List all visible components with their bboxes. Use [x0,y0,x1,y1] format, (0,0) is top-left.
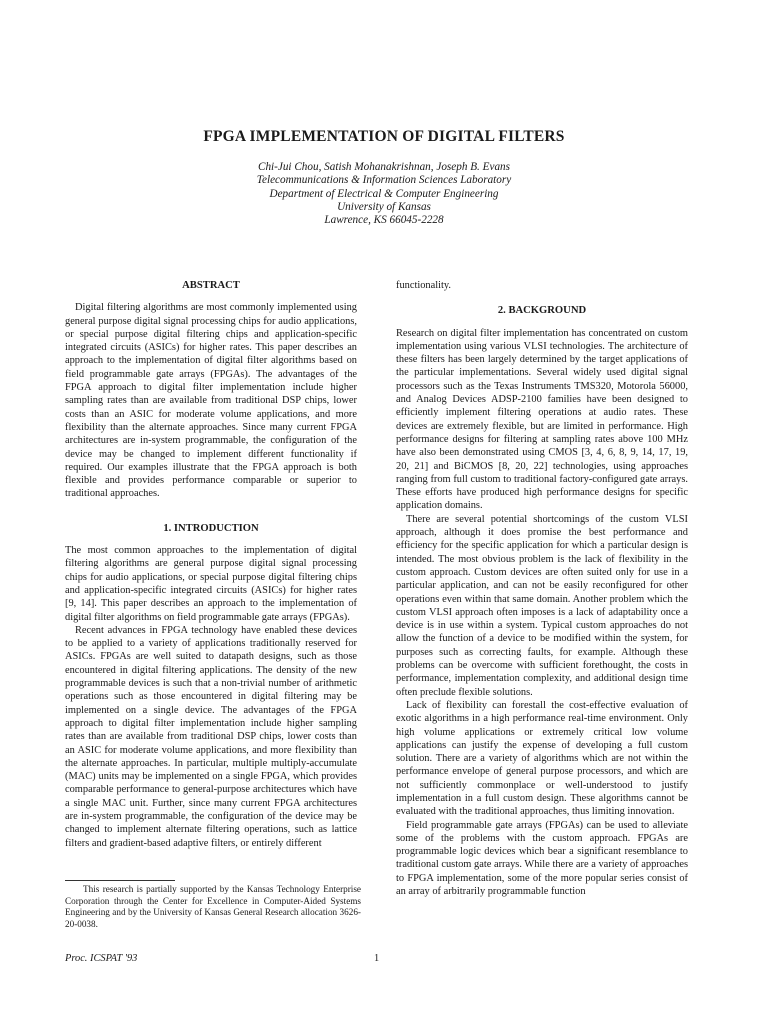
introduction-heading: 1. INTRODUCTION [163,522,259,534]
background-paragraph-4: Field programmable gate arrays (FPGAs) can be used to alleviate some of the problems with the custom approach. FPGAs are programmable logic devices which bear a significant resemblance to traditional custom gate arrays. While there are a variety of approaches to FPGA implementation, some of the more popular series consist of an array of arbitrarily programmable function [396,819,688,898]
affiliation-lab: Telecommunications & Information Sciences Laboratory [256,174,512,187]
footnote-text: This research is partially supported by the Kansas Technology Enterprise Corporation through the Center for Excellence in Computer-Aided Systems Engineering and by the University of Kansas General Research allocation 3626-20-0038. [65,884,361,929]
introduction-paragraph-1: The most common approaches to the implementation of digital filtering algorithms are general purpose digital signal processing chips for audio applications, or special purpose digital filtering chips and application-specific integrated circuits (ASICs) for higher rates [9, 14]. This paper describes an approach to the implementation of digital filter algorithms on field programmable gate arrays (FPGAs). [65,545,357,623]
footnote-rule [65,880,175,881]
page-number: 1 [374,953,380,964]
affiliation-address: Lawrence, KS 66045-2228 [324,214,444,227]
author-names: Chi-Jui Chou, Satish Mohanakrishnan, Joseph B. Evans [257,161,510,173]
venue-footer: Proc. ICSPAT '93 [65,953,138,964]
background-paragraph-3: Lack of flexibility can forestall the cost-effective evaluation of exotic algorithms in a high performance real-time environment. Only high volume applications or extremely critical low volume applications can justify the expense of developing a full custom solution. There are a variety of algorithms which are not within the performance envelope of general purpose processors, and which are not sufficiently commonplace or well-understood to justify implementation in a full custom design. These algorithms cannot be evaluated with the traditional approaches, thus limiting innovation. [396,699,688,818]
introduction-continuation: functionality. [396,280,452,291]
paper-title: FPGA IMPLEMENTATION OF DIGITAL FILTERS [203,128,565,145]
affiliation-university: University of Kansas [337,200,431,213]
right-column [396,279,688,898]
background-heading: 2. BACKGROUND [497,305,587,317]
footnote [65,884,361,930]
abstract-text: Digital filtering algorithms are most commonly implemented using general purpose digital signal processing chips for audio applications, or special purpose digital filtering chips and application-specific integrated circuits (ASICs) for higher rates. This paper describes an approach to the implementation of digital filter algorithms based on field programmable gate arrays (FPGAs). The advantages of the FPGA approach to digital filter implementation include higher sampling rates than are available from traditional DSP chips, lower costs than an ASIC for moderate volume applications, and more flexibility than the alternate approaches. Since many current FPGA architectures are in-system programmable, the configuration of the device may be changed to implement different functionality if required. Our examples illustrate that the FPGA approach is both flexible and provides performance comparable or superior to traditional approaches. [65,302,357,500]
affiliation-department: Department of Electrical & Computer Engineering [269,187,499,200]
author-block [0,161,768,227]
background-paragraph-2: There are several potential shortcomings of the custom VLSI approach, although it does promise the best performance and efficiency for the specific application for which a particular design is intended. The most obvious problem is the lack of flexibility in the custom approach. Custom devices are often suited only for use in a particular application, and can not be easily reconfigured for other operations even within that same domain. Another problem which the custom VLSI approach often imposes is a lack of adaptability once a device is in use within a system. Typical custom approaches do not allow the function of a device to be modified within the system, for purposes such as correcting faults, for example. Although these problems can be overcome with sufficient forethought, the costs in performance, implementation complexity, and additional design time often preclude flexible solutions. [396,513,688,698]
background-paragraph-1: Research on digital filter implementation has concentrated on custom implementation using various VLSI technologies. The architecture of these filters has been largely determined by the target applications of the particular implementations. Several widely used digital signal processors such as the Texas Instruments TMS320, Motorola 56000, and Analog Devices ADSP-2100 families have been designed to efficiently implement filtering operations at audio rates. These devices are extremely flexible, but are limited in performance. High performance designs for filtering at sampling rates above 100 MHz have also been demonstrated using CMOS [3, 4, 6, 8, 9, 14, 17, 19, 20, 21] and BiCMOS [8, 20, 22] technologies, using approaches ranging from full custom to traditional factory-configured gate arrays. These efforts have produced high performance designs for specific application domains. [396,327,688,512]
left-column [65,279,357,850]
abstract-heading: ABSTRACT [182,280,240,291]
introduction-paragraph-2: Recent advances in FPGA technology have enabled these devices to be applied to a variety of applications traditionally reserved for ASICs. FPGAs are well suited to datapath designs, such as those encountered in digital filtering applications. The density of the new programmable devices is such that a non-trivial number of arithmetic operations such as those encountered in digital filtering may be implemented on a single device. The advantages of the FPGA approach to digital filter implementation include higher sampling rates than are available from traditional DSP chips, lower costs than an ASIC for moderate volume applications, and more flexibility than the alternate approaches. In particular, multiple multiply-accumulate (MAC) units may be implemented on a single FPGA, which provides comparable performance to general-purpose architectures which have a single MAC unit. Further, since many current FPGA architectures are in-system programmable, the configuration of the device may be changed to implement alternate filtering operations, such as lattice filters and gradient-based adaptive filters, or entirely different [65,624,357,849]
